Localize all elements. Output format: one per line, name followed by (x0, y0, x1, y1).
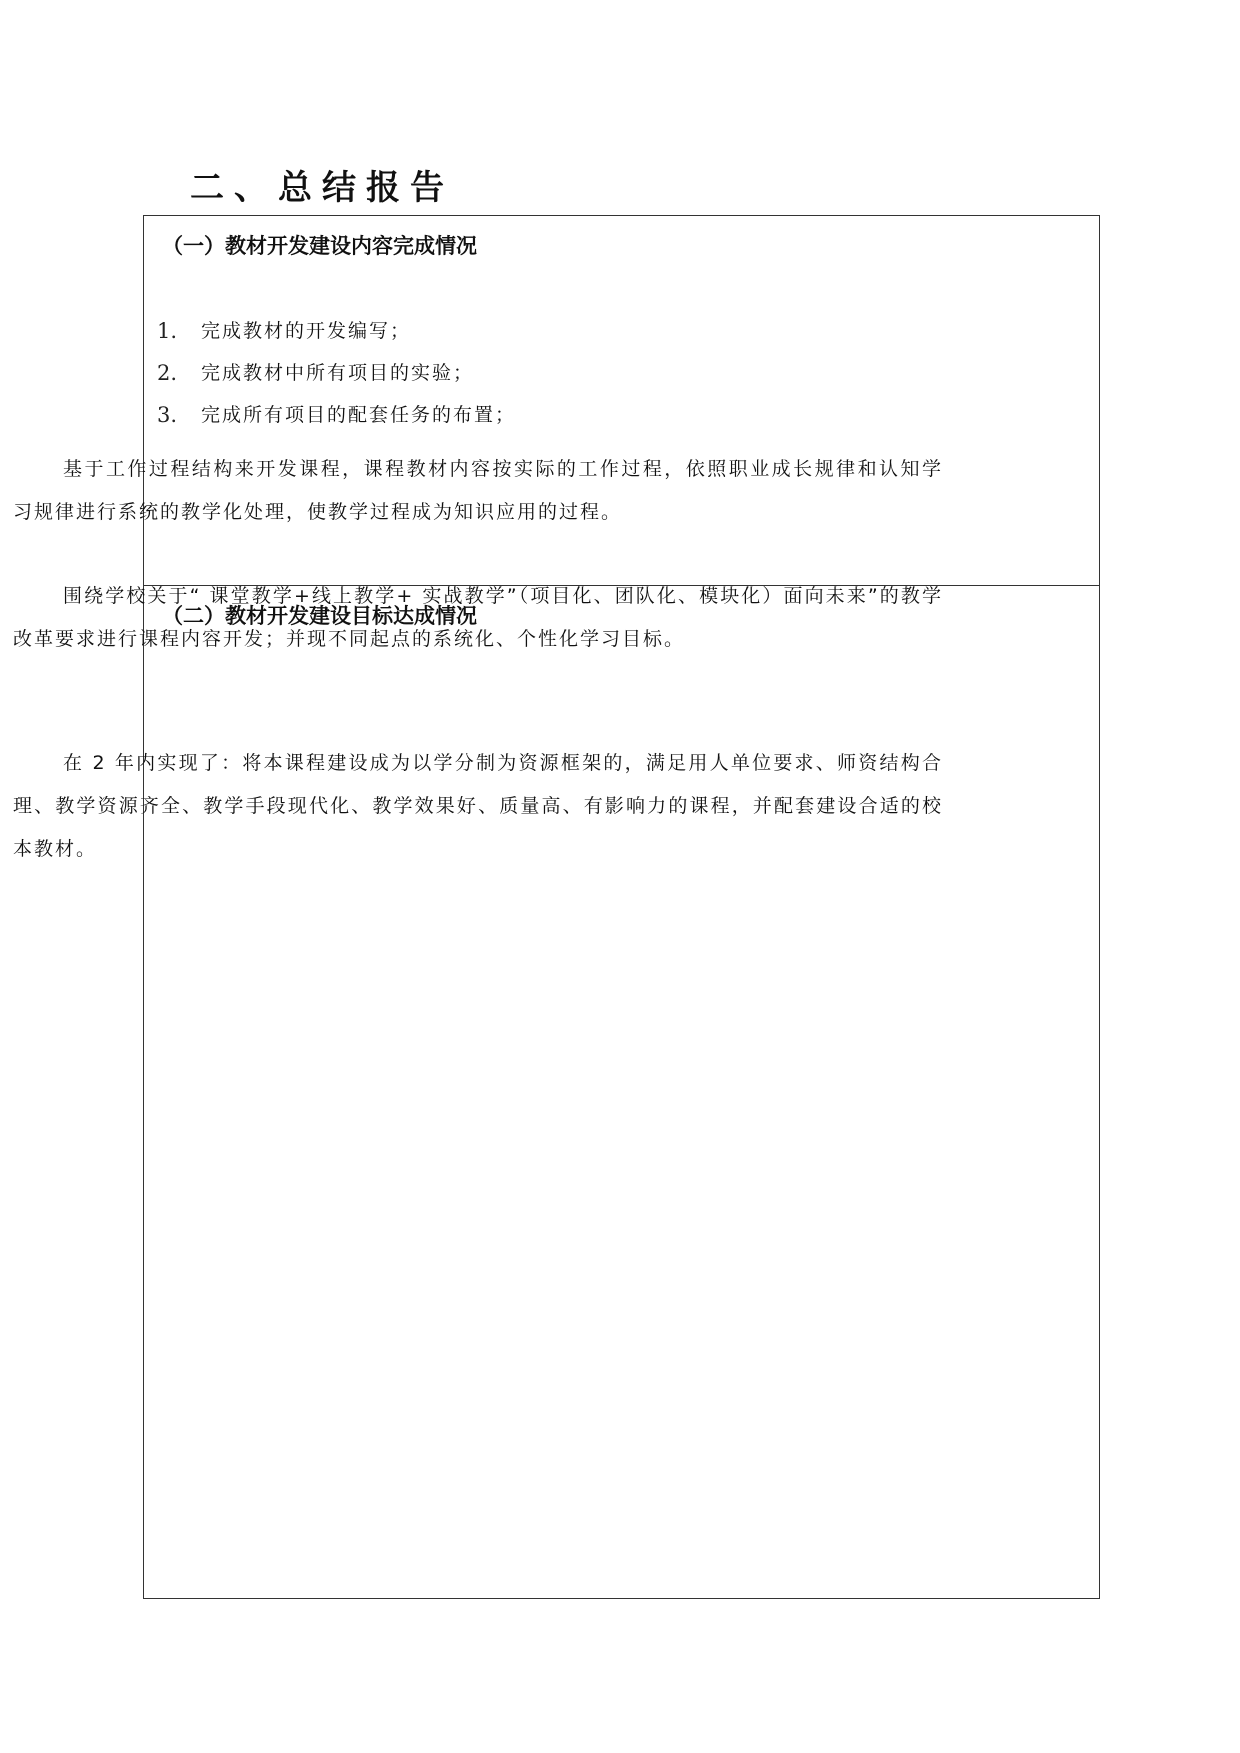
summary-report-table (143, 215, 1100, 1599)
goal-paragraph-2: 围绕学校关于“ 课堂教学+线上教学+ 实战教学”（项目化、团队化、模块化）面向未来”的教学改革要求进行课程内容开发；并现不同起点的系统化、个性化学习目标。 (13, 585, 943, 650)
list-item-number: 3. (157, 403, 178, 427)
goal-paragraph-3: 在 2 年内实现了：将本课程建设成为以学分制为资源框架的，满足用人单位要求、师资结构合理、教学资源齐全、教学手段现代化、教学效果好、质量高、有影响力的课程，并配套建设合适的校本教材。 (13, 752, 943, 860)
content-completion-heading: （一）教材开发建设内容完成情况 (162, 234, 477, 258)
list-item-text: 完成教材中所有项目的实验； (201, 362, 475, 384)
goal-paragraph-1: 基于工作过程结构来开发课程，课程教材内容按实际的工作过程，依照职业成长规律和认知学习规律进行系统的教学化处理，使教学过程成为知识应用的过程。 (13, 458, 943, 523)
list-item-text: 完成所有项目的配套任务的布置； (201, 404, 517, 426)
goal-achievement-heading: （二）教材开发建设目标达成情况 (162, 604, 477, 628)
list-item (157, 352, 516, 394)
goal-achievement-cell (144, 586, 1099, 1598)
list-item (157, 394, 516, 436)
list-item-number: 1. (157, 319, 178, 343)
list-item-text: 完成教材的开发编写； (201, 320, 412, 342)
list-item-number: 2. (157, 361, 178, 385)
completion-list (157, 310, 516, 436)
section-title: 二、总结报告 (190, 168, 454, 208)
list-item (157, 310, 516, 352)
